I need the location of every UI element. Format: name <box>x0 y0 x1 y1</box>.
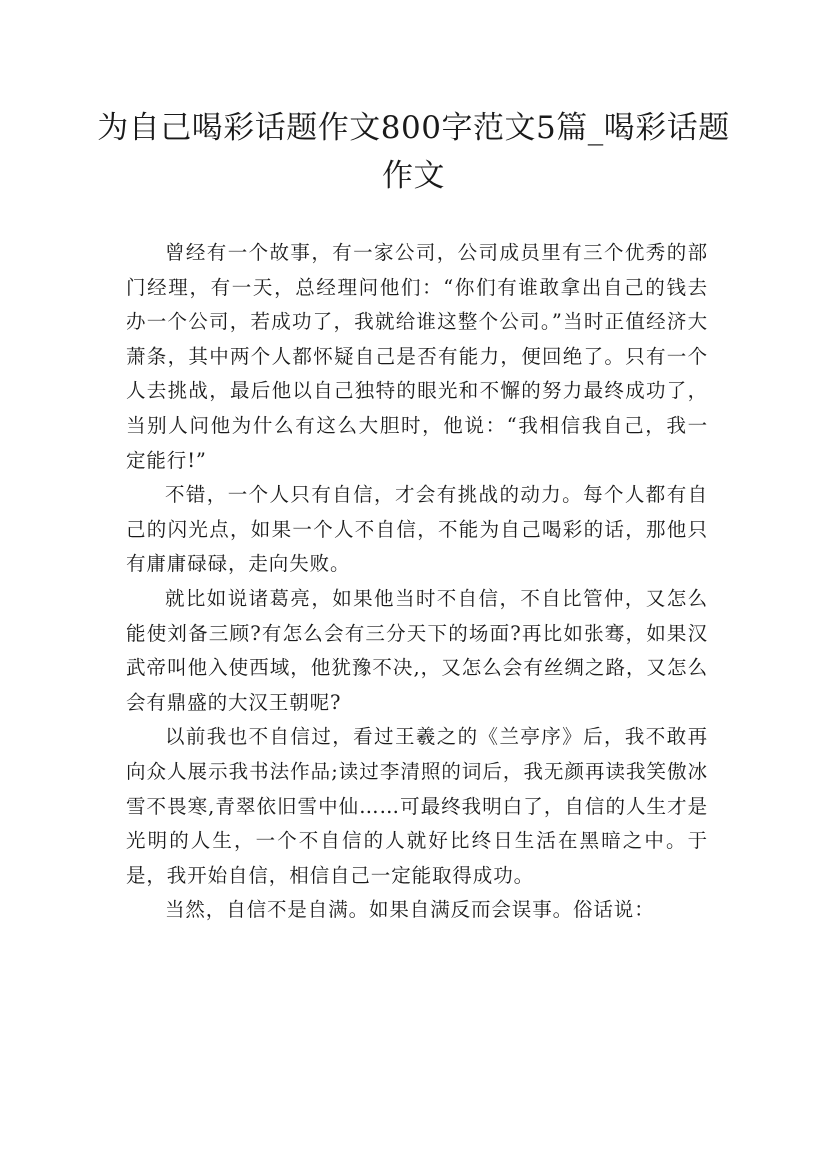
document-title: 为自己喝彩话题作文800字范文5篇_喝彩话题作文 <box>97 110 730 194</box>
paragraph-1: 曾经有一个故事，有一家公司，公司成员里有三个优秀的部门经理，有一天，总经理问他们：“你们有谁敢拿出自己的钱去办一个公司，若成功了，我就给谁这整个公司。”当时正值经济大萧条，其中两个人都怀疑自己是否有能力，便回绝了。只有一个人去挑战，最后他以自己独特的眼光和不懈的努力最终成功了，当别人问他为什么有这么大胆时，他说：“我相信我自己，我一定能行!” <box>126 241 708 472</box>
paragraph-3: 就比如说诸葛亮，如果他当时不自信，不自比管仲，又怎么能使刘备三顾?有怎么会有三分天下的场面?再比如张骞，如果汉武帝叫他入使西域，他犹豫不决,，又怎么会有丝绸之路，又怎么会有鼎盛的大汉王朝呢? <box>126 586 708 714</box>
document-body <box>126 236 708 928</box>
paragraph-5: 当然，自信不是自满。如果自满反而会误事。俗话说： <box>165 898 655 922</box>
paragraph-4: 以前我也不自信过，看过王羲之的《兰亭序》后，我不敢再向众人展示我书法作品;读过李清照的词后，我无颜再读我笑傲冰雪不畏寒,青翠依旧雪中仙……可最终我明白了，自信的人生才是光明的人生，一个不自信的人就好比终日生活在黑暗之中。于是，我开始自信，相信自己一定能取得成功。 <box>126 725 708 887</box>
paragraph-2: 不错，一个人只有自信，才会有挑战的动力。每个人都有自己的闪光点，如果一个人不自信，不能为自己喝彩的话，那他只有庸庸碌碌，走向失败。 <box>126 483 708 576</box>
